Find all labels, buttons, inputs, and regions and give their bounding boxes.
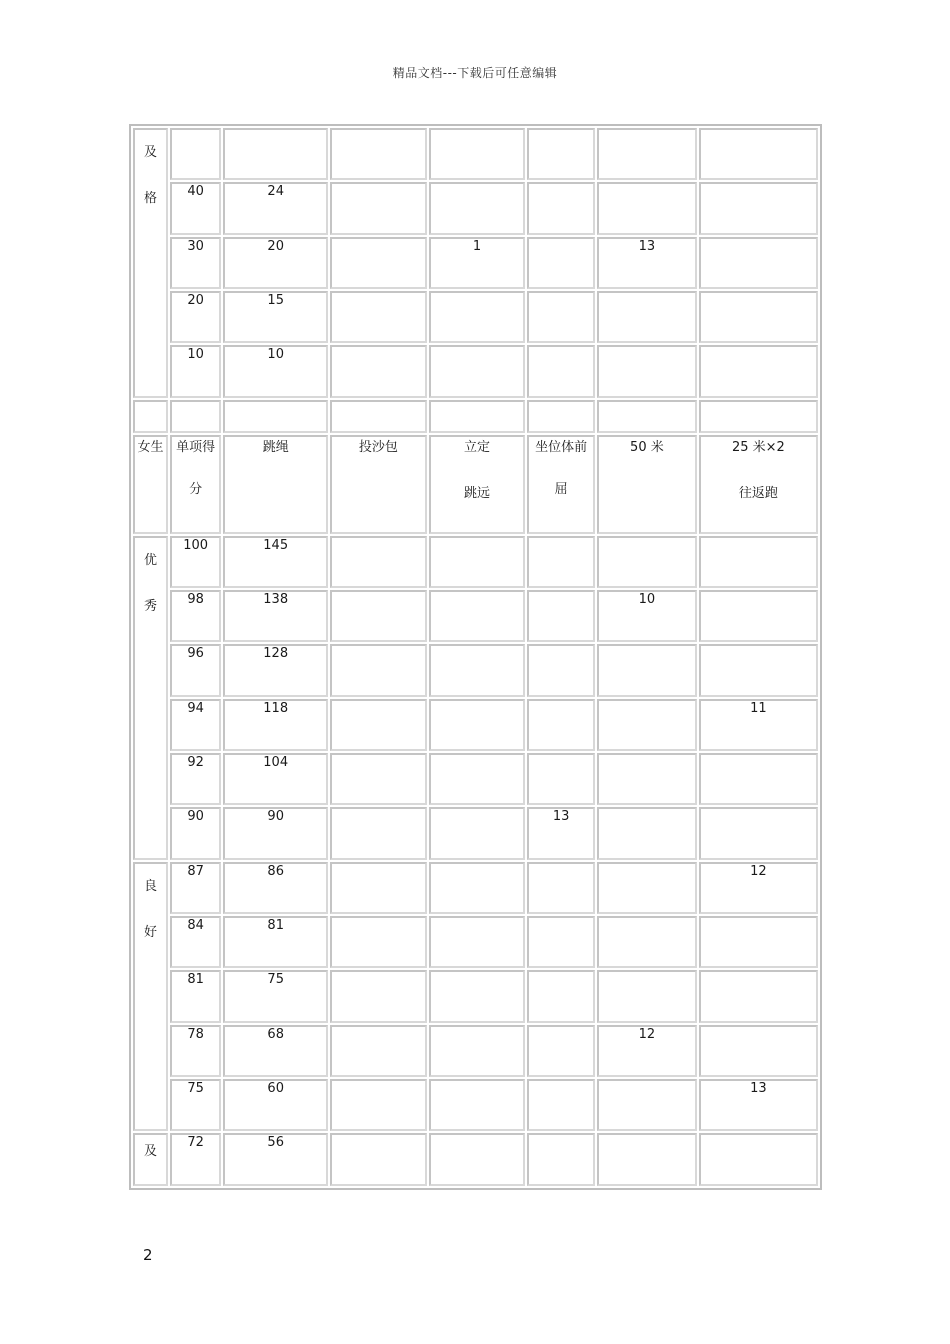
table-cell [527, 128, 595, 180]
score-cell: 75 [170, 1079, 221, 1131]
sit-reach-cell [527, 1079, 595, 1131]
sprint-cell [597, 644, 697, 696]
sandbag-cell [330, 970, 427, 1022]
sprint-cell [597, 345, 697, 397]
sandbag-cell [330, 699, 427, 751]
rope-cell: 15 [223, 291, 328, 343]
score-cell: 40 [170, 182, 221, 234]
rope-cell: 56 [223, 1133, 328, 1186]
sandbag-cell [330, 1025, 427, 1077]
score-cell: 78 [170, 1025, 221, 1077]
sit-reach-cell [527, 753, 595, 805]
score-cell: 94 [170, 699, 221, 751]
score-cell: 87 [170, 862, 221, 914]
long-jump-cell [429, 291, 526, 343]
rope-cell: 118 [223, 699, 328, 751]
header-gender: 女生 [133, 435, 168, 533]
rope-cell: 75 [223, 970, 328, 1022]
shuttle-cell: 11 [699, 699, 818, 751]
table-row [133, 862, 818, 914]
long-jump-cell [429, 970, 526, 1022]
long-jump-cell [429, 345, 526, 397]
sandbag-cell [330, 644, 427, 696]
rope-cell: 60 [223, 1079, 328, 1131]
table-row [133, 970, 818, 1022]
sit-reach-cell [527, 1025, 595, 1077]
long-jump-cell [429, 807, 526, 859]
rope-cell: 24 [223, 182, 328, 234]
sandbag-cell [330, 345, 427, 397]
sprint-cell [597, 182, 697, 234]
table-cell [699, 128, 818, 180]
table-row [133, 590, 818, 642]
header-score: 单项得 分 [170, 435, 221, 533]
sandbag-cell [330, 916, 427, 968]
score-cell: 98 [170, 590, 221, 642]
shuttle-cell [699, 1025, 818, 1077]
rope-cell: 128 [223, 644, 328, 696]
sprint-cell [597, 807, 697, 859]
table-cell [330, 400, 427, 434]
sprint-cell [597, 916, 697, 968]
table-cell [223, 128, 328, 180]
long-jump-cell [429, 590, 526, 642]
shuttle-cell [699, 182, 818, 234]
shuttle-cell [699, 970, 818, 1022]
sandbag-cell [330, 291, 427, 343]
score-cell: 10 [170, 345, 221, 397]
score-cell: 30 [170, 237, 221, 289]
sprint-cell [597, 1133, 697, 1186]
sprint-cell: 12 [597, 1025, 697, 1077]
shuttle-cell: 13 [699, 1079, 818, 1131]
long-jump-cell: 1 [429, 237, 526, 289]
sandbag-cell [330, 1079, 427, 1131]
table-row [133, 237, 818, 289]
sprint-cell [597, 291, 697, 343]
table-row [133, 1025, 818, 1077]
header-shuttle: 25 米×2 往返跑 [699, 435, 818, 533]
sit-reach-cell [527, 345, 595, 397]
score-table-frame [129, 124, 822, 1190]
table-row [133, 699, 818, 751]
header-long-jump: 立定 跳远 [429, 435, 526, 533]
sandbag-cell [330, 1133, 427, 1186]
sandbag-cell [330, 753, 427, 805]
table-cell [429, 400, 526, 434]
table-row [133, 1079, 818, 1131]
shuttle-cell [699, 753, 818, 805]
sit-reach-cell [527, 970, 595, 1022]
long-jump-cell [429, 182, 526, 234]
header-sit-reach: 坐位体前 屈 [527, 435, 595, 533]
sprint-cell [597, 970, 697, 1022]
long-jump-cell [429, 1079, 526, 1131]
table-cell [597, 128, 697, 180]
score-table [131, 126, 820, 1188]
long-jump-cell [429, 1133, 526, 1186]
rope-cell: 138 [223, 590, 328, 642]
group-label-pass-bottom: 及 [133, 1133, 168, 1186]
table-row [133, 345, 818, 397]
rope-cell: 145 [223, 536, 328, 588]
long-jump-cell [429, 1025, 526, 1077]
page-number: 2 [143, 1246, 153, 1264]
score-cell: 84 [170, 916, 221, 968]
long-jump-cell [429, 862, 526, 914]
sit-reach-cell [527, 699, 595, 751]
table-header-row [133, 435, 818, 533]
shuttle-cell [699, 590, 818, 642]
shuttle-cell [699, 237, 818, 289]
group-label-pass-top: 及 格 [133, 128, 168, 398]
shuttle-cell [699, 291, 818, 343]
score-cell: 81 [170, 970, 221, 1022]
header-sandbag: 投沙包 [330, 435, 427, 533]
rope-cell: 10 [223, 345, 328, 397]
sit-reach-cell [527, 536, 595, 588]
sprint-cell: 10 [597, 590, 697, 642]
score-cell: 90 [170, 807, 221, 859]
rope-cell: 68 [223, 1025, 328, 1077]
sprint-cell [597, 536, 697, 588]
rope-cell: 81 [223, 916, 328, 968]
rope-cell: 104 [223, 753, 328, 805]
table-row [133, 536, 818, 588]
table-cell [170, 400, 221, 434]
shuttle-cell [699, 807, 818, 859]
sit-reach-cell [527, 916, 595, 968]
header-sprint: 50 米 [597, 435, 697, 533]
sit-reach-cell: 13 [527, 807, 595, 859]
sandbag-cell [330, 182, 427, 234]
rope-cell: 86 [223, 862, 328, 914]
score-cell: 72 [170, 1133, 221, 1186]
rope-cell: 20 [223, 237, 328, 289]
table-row [133, 916, 818, 968]
table-row [133, 753, 818, 805]
header-jump-rope: 跳绳 [223, 435, 328, 533]
rope-cell: 90 [223, 807, 328, 859]
table-cell [223, 400, 328, 434]
table-row [133, 644, 818, 696]
score-cell: 96 [170, 644, 221, 696]
table-cell [527, 400, 595, 434]
sprint-cell [597, 753, 697, 805]
long-jump-cell [429, 753, 526, 805]
sandbag-cell [330, 862, 427, 914]
sit-reach-cell [527, 291, 595, 343]
sit-reach-cell [527, 237, 595, 289]
shuttle-cell [699, 916, 818, 968]
group-label-good: 良 好 [133, 862, 168, 1132]
page-header: 精品文档---下载后可任意编辑 [392, 66, 558, 80]
table-cell [330, 128, 427, 180]
sprint-cell [597, 862, 697, 914]
sit-reach-cell [527, 644, 595, 696]
table-row [133, 182, 818, 234]
score-cell: 20 [170, 291, 221, 343]
sit-reach-cell [527, 590, 595, 642]
sandbag-cell [330, 807, 427, 859]
group-label-excellent: 优 秀 [133, 536, 168, 860]
sit-reach-cell [527, 1133, 595, 1186]
long-jump-cell [429, 916, 526, 968]
sprint-cell [597, 699, 697, 751]
long-jump-cell [429, 644, 526, 696]
table-cell [597, 400, 697, 434]
shuttle-cell [699, 644, 818, 696]
table-row-blank-top [133, 128, 818, 180]
table-cell [699, 400, 818, 434]
table-row [133, 807, 818, 859]
shuttle-cell [699, 536, 818, 588]
sprint-cell: 13 [597, 237, 697, 289]
table-row [133, 1133, 818, 1186]
shuttle-cell [699, 345, 818, 397]
sprint-cell [597, 1079, 697, 1131]
table-cell [133, 400, 168, 434]
sandbag-cell [330, 536, 427, 588]
shuttle-cell: 12 [699, 862, 818, 914]
sit-reach-cell [527, 182, 595, 234]
sandbag-cell [330, 590, 427, 642]
sit-reach-cell [527, 862, 595, 914]
sandbag-cell [330, 237, 427, 289]
long-jump-cell [429, 699, 526, 751]
table-cell [170, 128, 221, 180]
table-row [133, 291, 818, 343]
table-cell [429, 128, 526, 180]
shuttle-cell [699, 1133, 818, 1186]
long-jump-cell [429, 536, 526, 588]
table-row-spacer [133, 400, 818, 434]
score-cell: 92 [170, 753, 221, 805]
score-cell: 100 [170, 536, 221, 588]
